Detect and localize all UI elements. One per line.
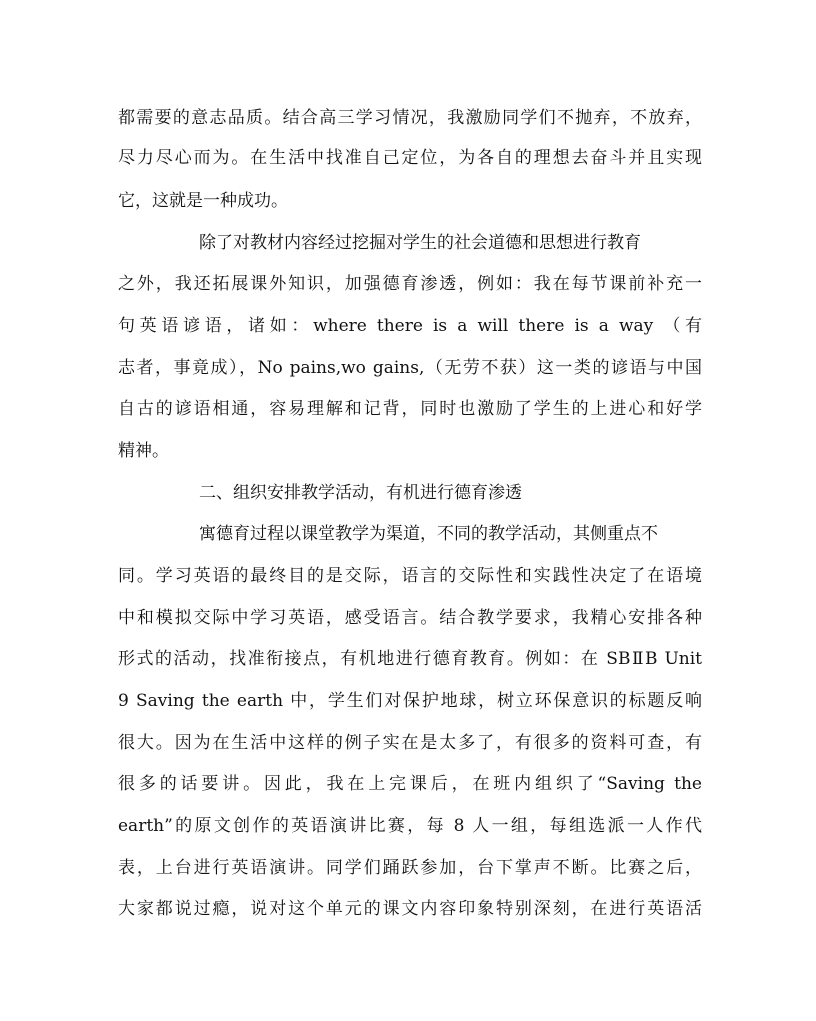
paragraph-first-line: 寓德育过程以课堂教学为渠道，不同的教学活动，其侧重点不 [199, 524, 658, 544]
text-line: 大家都说过瘾，说对这个单元的课文内容印象特别深刻，在进行英语活 [118, 899, 702, 919]
text-line: 很多的话要讲。因此，我在上完课后，在班内组织了“Saving the [118, 774, 702, 794]
text-line: 志者，事竟成），No pains,wo gains,（无劳不获）这一类的谚语与中国 [118, 358, 702, 378]
section-heading: 二、组织安排教学活动，有机进行德育渗透 [199, 483, 522, 503]
text-line: 9 Saving the earth 中，学生们对保护地球，树立环保意识的标题反响 [118, 691, 702, 711]
text-line: 尽力尽心而为。在生活中找准自己定位，为各自的理想去奋斗并且实现 [118, 148, 702, 168]
text-line: 之外，我还拓展课外知识，加强德育渗透，例如：我在每节课前补充一 [118, 274, 702, 294]
text-line: 它，这就是一种成功。 [118, 191, 288, 211]
text-line: earth”的原文创作的英语演讲比赛，每 8 人一组，每组选派一人作代 [118, 816, 702, 836]
text-line: 中和模拟交际中学习英语，感受语言。结合教学要求，我精心安排各种 [118, 608, 702, 628]
text-line: 很大。因为在生活中这样的例子实在是太多了，有很多的资料可查，有 [118, 733, 702, 753]
paragraph-first-line: 除了对教材内容经过挖掘对学生的社会道德和思想进行教育 [199, 233, 641, 253]
text-line: 都需要的意志品质。结合高三学习情况，我激励同学们不抛弃，不放弃， [118, 108, 702, 128]
text-line: 形式的活动，找准衔接点，有机地进行德育教育。例如：在 SBⅡB Unit [118, 649, 702, 669]
text-line: 句英语谚语，诸如：where there is a will there is a way （有 [118, 316, 702, 336]
text-line: 同。学习英语的最终目的是交际，语言的交际性和实践性决定了在语境 [118, 566, 702, 586]
text-line: 表，上台进行英语演讲。同学们踊跃参加，台下掌声不断。比赛之后， [118, 858, 702, 878]
text-line: 精神。 [118, 441, 169, 461]
text-line: 自古的谚语相通，容易理解和记背，同时也激励了学生的上进心和好学 [118, 399, 702, 419]
